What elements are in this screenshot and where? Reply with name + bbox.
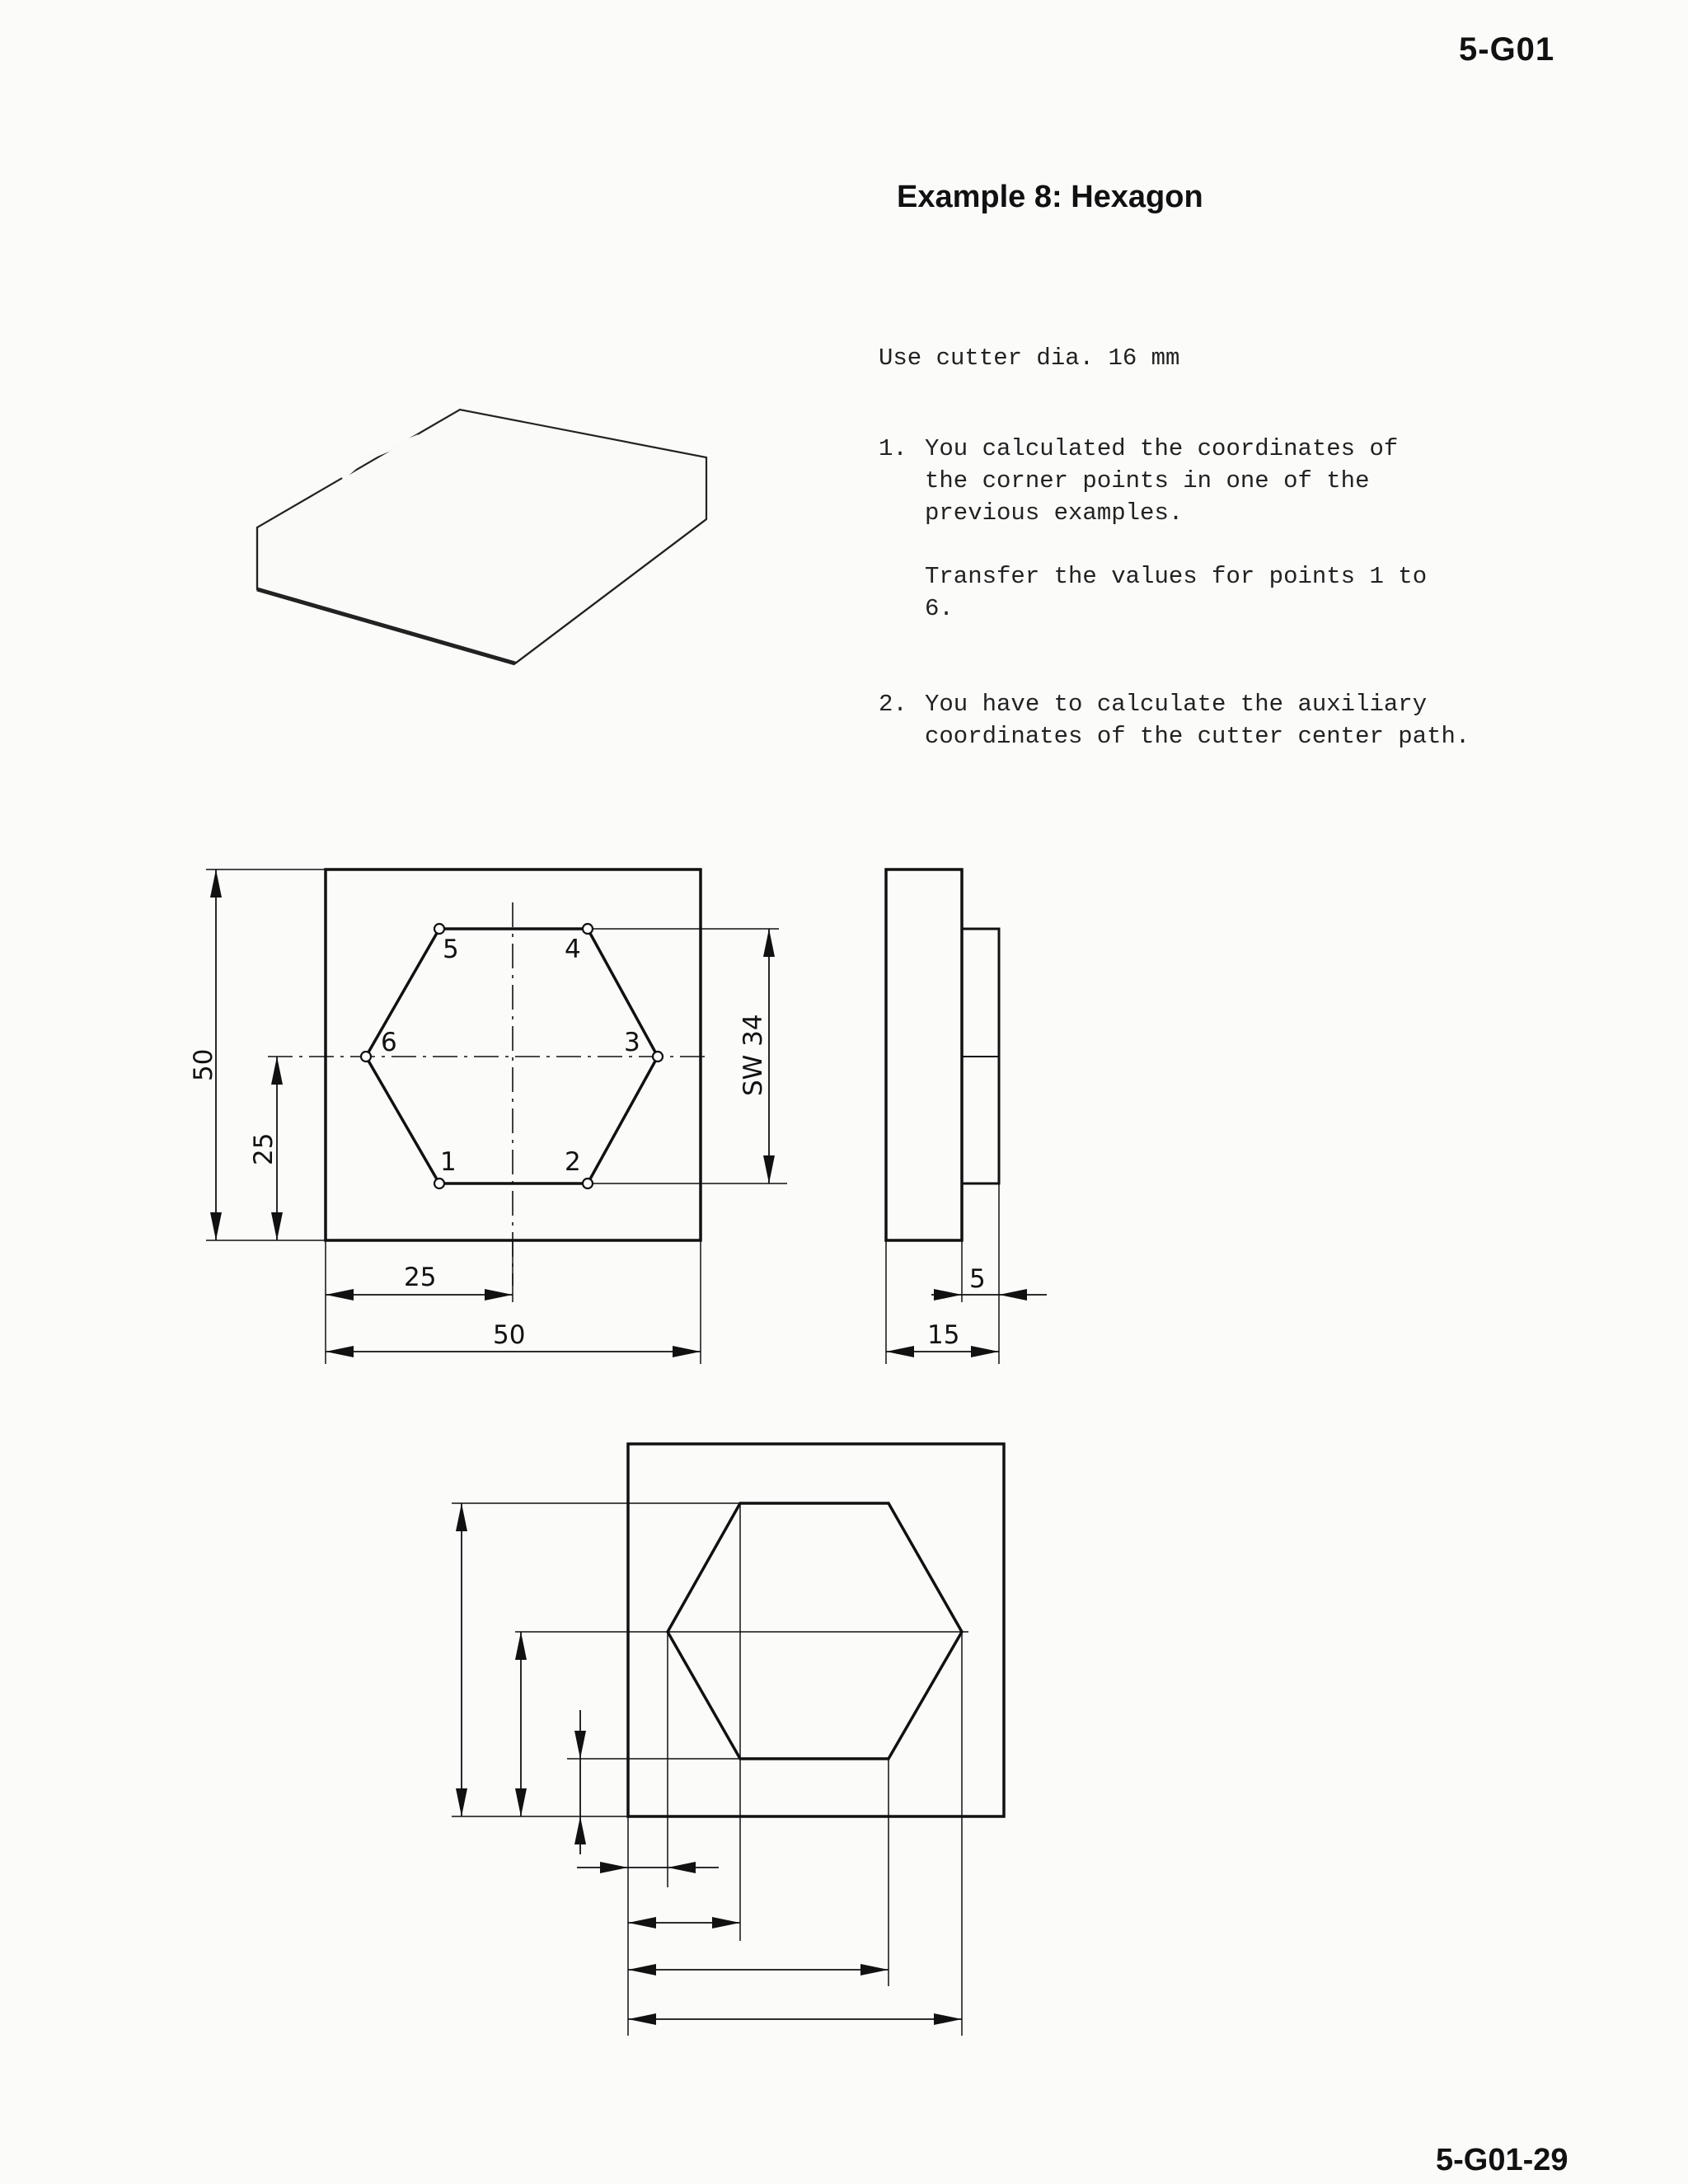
item-number: 2. (879, 691, 907, 718)
page-title: Example 8: Hexagon (897, 180, 1203, 214)
dim-half-height-label: 25 (249, 1132, 279, 1165)
side-view (886, 869, 1047, 1364)
point-label-2: 2 (565, 1147, 581, 1177)
front-view (206, 869, 787, 1364)
hexagon-outline-exercise (668, 1503, 962, 1759)
point-label-5: 5 (443, 935, 459, 964)
dim-height-label: 50 (189, 1048, 218, 1081)
dim-width-label: 50 (493, 1320, 526, 1350)
plate-side (886, 869, 962, 1240)
dim-across-flats-label: SW 34 (738, 1014, 768, 1096)
item-number: 1. (879, 435, 907, 462)
isometric-view (257, 410, 706, 663)
item-subtext: Transfer the values for points 1 to 6. (925, 563, 1428, 622)
footer-page-code: 5-G01-29 (1436, 2143, 1568, 2177)
exercise-view (452, 1444, 1004, 2036)
point-label-4: 4 (565, 935, 581, 964)
page-code: 5-G01 (1459, 31, 1555, 68)
item-text: You calculated the coordinates of the corner points in one of the previous examples. (925, 435, 1399, 527)
item-text: You have to calculate the auxiliary coordinates of the cutter center path. (925, 691, 1470, 750)
point-label-1: 1 (440, 1147, 457, 1177)
plate-outline-exercise (628, 1444, 1004, 1816)
cutter-note: Use cutter dia. 16 mm (879, 344, 1180, 372)
point-label-3: 3 (624, 1028, 640, 1057)
point-label-6: 6 (381, 1028, 397, 1057)
dim-total-label: 15 (927, 1320, 960, 1350)
dim-boss-label: 5 (969, 1264, 986, 1294)
dim-half-width-label: 25 (404, 1263, 437, 1292)
